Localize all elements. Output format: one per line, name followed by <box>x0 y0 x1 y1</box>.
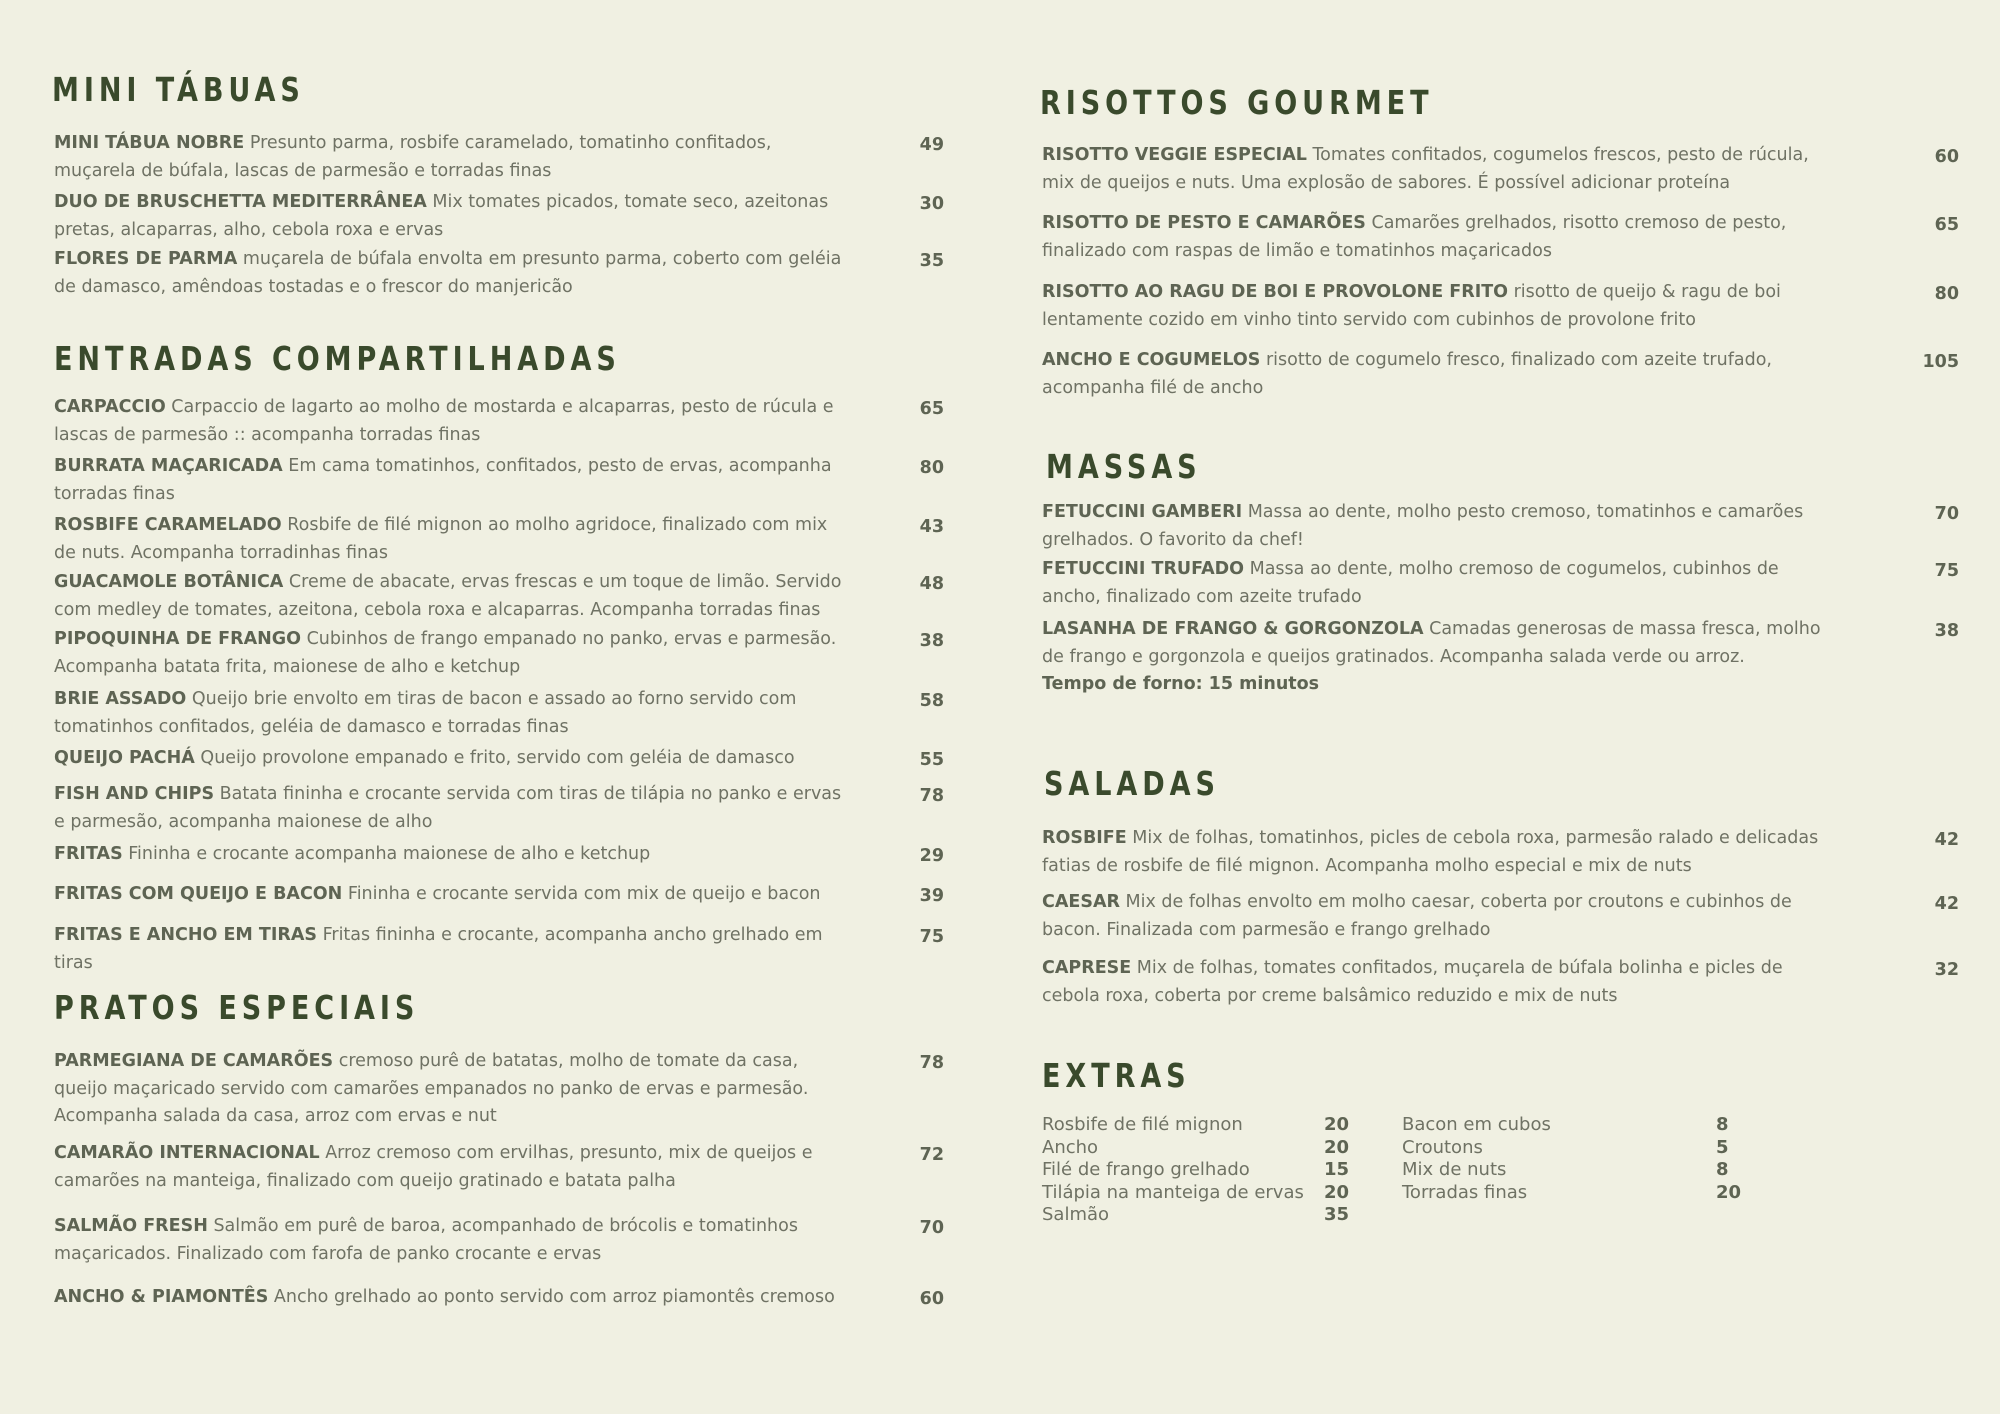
menu-item-description: Creme de abacate, ervas frescas e um toque de limão. Servido com medley de tomates, azeitona, cebola roxa e alcaparras. Acompanha torradas finas <box>54 572 842 620</box>
menu-item-text <box>1042 499 1832 554</box>
extras-item-name: Croutons <box>1402 1136 1483 1158</box>
extras-item-name: Torradas finas <box>1402 1181 1528 1203</box>
menu-item <box>54 1213 944 1268</box>
extras-item-price: 8 <box>1716 1114 1729 1135</box>
menu-item-price: 42 <box>1934 894 1959 914</box>
menu-item-price: 70 <box>919 1218 944 1238</box>
menu-item-price: 105 <box>1922 352 1959 372</box>
menu-item-price: 80 <box>1934 284 1959 304</box>
menu-item-description: Carpaccio de lagarto ao molho de mostarda e alcaparras, pesto de rúcula e lascas de parmesão :: acompanha torradas finas <box>54 397 834 445</box>
menu-item <box>1042 347 1959 402</box>
menu-item-text <box>54 512 854 567</box>
extras-item-price: 8 <box>1716 1159 1729 1181</box>
menu-item-price: 29 <box>919 846 944 866</box>
extras-item-price: 5 <box>1716 1136 1729 1158</box>
menu-item-name: CARPACCIO <box>54 397 166 417</box>
menu-item-text <box>54 781 854 836</box>
extras-item-price: 20 <box>1324 1136 1350 1158</box>
menu-item-text <box>54 130 854 185</box>
menu-item-note: Tempo de forno: 15 minutos <box>1042 674 1320 694</box>
extras-item-price: 20 <box>1324 1181 1350 1203</box>
menu-item-name: FRITAS <box>54 844 123 864</box>
menu-item <box>1042 556 1959 611</box>
menu-item-name: PIPOQUINHA DE FRANGO <box>54 629 301 649</box>
menu-item-text <box>54 1284 854 1312</box>
extras-item-name: Salmão <box>1042 1204 1110 1226</box>
menu-item <box>54 1284 944 1312</box>
menu-item-description: Massa ao dente, molho cremoso de cogumelos, cubinhos de ancho, finalizado com azeite trufado <box>1042 559 1779 607</box>
menu-item-name: FISH AND CHIPS <box>54 784 215 804</box>
menu-item-description: Camadas generosas de massa fresca, molho de frango e gorgonzola e queijos gratinados. Acompanha salada verde ou arroz. <box>1042 619 1821 667</box>
menu-item-text <box>54 686 854 741</box>
menu-item-text <box>1042 347 1832 402</box>
menu-item <box>54 1140 944 1195</box>
menu-item-text <box>54 841 854 869</box>
menu-item-price: 75 <box>919 927 944 947</box>
menu-item-name: RISOTTO VEGGIE ESPECIAL <box>1042 145 1307 165</box>
section-heading: RISOTTOS GOURMET <box>1040 83 1434 122</box>
menu-item-name: FRITAS E ANCHO EM TIRAS <box>54 925 317 945</box>
menu-item-text <box>54 394 854 449</box>
menu-item-name: BURRATA MAÇARICADA <box>54 456 283 476</box>
menu-item-name: DUO DE BRUSCHETTA MEDITERRÂNEA <box>54 192 427 212</box>
menu-item <box>54 246 944 301</box>
menu-item-text <box>54 745 854 773</box>
menu-item-price: 49 <box>919 135 944 155</box>
menu-item-description: cremoso purê de batatas, molho de tomate da casa, queijo maçaricado servido com camarões empanados no panko de ervas e parmesão. Acompanha salada da casa, arroz com ervas e nut <box>54 1051 809 1126</box>
menu-item-text <box>1042 556 1832 611</box>
menu-item-text <box>1042 616 1832 671</box>
menu-item-text <box>1042 825 1832 880</box>
menu-item <box>54 569 944 624</box>
menu-item-description: Camarões grelhados, risotto cremoso de pesto, finalizado com raspas de limão e tomatinhos maçaricados <box>1042 213 1787 261</box>
menu-item <box>1042 279 1959 334</box>
section-heading: MINI TÁBUAS <box>52 70 305 109</box>
section-heading: ENTRADAS COMPARTILHADAS <box>54 339 621 378</box>
menu-item <box>54 1048 944 1131</box>
menu-item-description: Mix de folhas, tomatinhos, picles de cebola roxa, parmesão ralado e delicadas fatias de rosbife de filé mignon. Acompanha molho especial e mix de nuts <box>1042 828 1819 876</box>
menu-item <box>54 745 944 773</box>
menu-item <box>1042 889 1959 944</box>
menu-item <box>1042 499 1959 554</box>
menu-item <box>54 922 944 977</box>
menu-item-description: risotto de cogumelo fresco, finalizado com azeite trufado, acompanha filé de ancho <box>1042 350 1772 398</box>
menu-item <box>1042 210 1959 265</box>
menu-item-text <box>54 626 854 681</box>
menu-item-price: 70 <box>1934 504 1959 524</box>
menu-item-price: 43 <box>919 517 944 537</box>
menu-item-description: Mix de folhas envolto em molho caesar, coberta por croutons e cubinhos de bacon. Finalizada com parmesão e frango grelhado <box>1042 892 1792 940</box>
extras-item-name: Rosbife de filé mignon <box>1042 1114 1243 1135</box>
extras-item-name: Filé de frango grelhado <box>1042 1159 1250 1181</box>
menu-item-description: Presunto parma, rosbife caramelado, tomatinho confitados, muçarela de búfala, lascas de parmesão e torradas finas <box>54 133 772 181</box>
extras-item-price: 20 <box>1324 1114 1350 1135</box>
menu-item-text <box>54 189 854 244</box>
menu-item-price: 75 <box>1934 561 1959 581</box>
menu-item <box>1042 142 1959 197</box>
menu-item-text <box>1042 279 1832 334</box>
menu-item <box>1042 955 1959 1010</box>
menu-item-description: Queijo brie envolto em tiras de bacon e assado ao forno servido com tomatinhos confitados, geléia de damasco e torradas finas <box>54 689 797 737</box>
menu-item-price: 42 <box>1934 830 1959 850</box>
extras-item-name: Ancho <box>1042 1136 1099 1158</box>
menu-item-name: FRITAS COM QUEIJO E BACON <box>54 884 343 904</box>
menu-item <box>54 781 944 836</box>
menu-item-name: LASANHA DE FRANGO & GORGONZOLA <box>1042 619 1424 639</box>
menu-item-price: 58 <box>919 691 944 711</box>
menu-item-text <box>1042 210 1832 265</box>
menu-item-description: Fritas fininha e crocante, acompanha ancho grelhado em tiras <box>54 925 823 973</box>
extras-item-price: 15 <box>1324 1159 1350 1181</box>
menu-item-name: GUACAMOLE BOTÂNICA <box>54 572 284 592</box>
menu-item <box>54 686 944 741</box>
menu-item-description: Arroz cremoso com ervilhas, presunto, mix de queijos e camarões na manteiga, finalizado com queijo gratinado e batata palha <box>54 1143 813 1191</box>
menu-item-text <box>54 569 854 624</box>
section-heading: SALADAS <box>1044 764 1220 803</box>
menu-item <box>54 841 944 869</box>
menu-item-name: ROSBIFE CARAMELADO <box>54 515 282 535</box>
menu-item-name: QUEIJO PACHÁ <box>54 748 195 768</box>
menu-item-description: Rosbife de filé mignon ao molho agridoce, finalizado com mix de nuts. Acompanha torradinhas finas <box>54 515 828 563</box>
menu-item <box>54 881 944 909</box>
extras-item-price: 35 <box>1324 1204 1350 1226</box>
menu-item-description: Mix tomates picados, tomate seco, azeitonas pretas, alcaparras, alho, cebola roxa e ervas <box>54 192 829 240</box>
menu-item-description: Batata fininha e crocante servida com tiras de tilápia no panko e ervas e parmesão, acompanha maionese de alho <box>54 784 842 832</box>
menu-item-description: Queijo provolone empanado e frito, servido com geléia de damasco <box>200 748 795 768</box>
menu-item <box>54 626 944 681</box>
menu-item-description: Fininha e crocante servida com mix de queijo e bacon <box>347 884 821 904</box>
menu-item <box>1042 825 1959 880</box>
menu-item-price: 38 <box>1934 621 1959 641</box>
menu-item-price: 60 <box>1934 147 1959 167</box>
menu-item-text <box>54 881 854 909</box>
menu-item-description: Tomates confitados, cogumelos frescos, pesto de rúcula, mix de queijos e nuts. Uma explosão de sabores. É possível adicionar proteína <box>1042 145 1809 193</box>
menu-item-description: Mix de folhas, tomates confitados, muçarela de búfala bolinha e picles de cebola roxa, coberta por creme balsâmico reduzido e mix de nuts <box>1042 958 1783 1006</box>
menu-item-name: RISOTTO AO RAGU DE BOI E PROVOLONE FRITO <box>1042 282 1509 302</box>
menu-item-price: 60 <box>919 1289 944 1309</box>
menu-item-description: Fininha e crocante acompanha maionese de alho e ketchup <box>128 844 651 864</box>
menu-item-price: 39 <box>919 886 944 906</box>
menu-item-description: Massa ao dente, molho pesto cremoso, tomatinhos e camarões grelhados. O favorito da chef! <box>1042 502 1804 550</box>
menu-item-name: FLORES DE PARMA <box>54 249 238 269</box>
menu-item <box>54 130 944 185</box>
menu-item-price: 48 <box>919 574 944 594</box>
menu-item-price: 78 <box>919 1053 944 1073</box>
menu-item-text <box>54 1048 854 1131</box>
menu-item-text <box>1042 955 1832 1010</box>
extras-item-name: Tilápia na manteiga de ervas <box>1042 1181 1304 1203</box>
menu-item-price: 78 <box>919 786 944 806</box>
menu-item <box>54 394 944 449</box>
menu-item-description: muçarela de búfala envolta em presunto parma, coberto com geléia de damasco, amêndoas tostadas e o frescor do manjericão <box>54 249 842 297</box>
section-heading-extras: EXTRAS <box>1042 1056 1191 1095</box>
menu-item <box>1042 616 1959 699</box>
menu-item-name: ANCHO & PIAMONTÊS <box>54 1287 269 1307</box>
menu-item-name: BRIE ASSADO <box>54 689 187 709</box>
extras-item-name: Mix de nuts <box>1402 1159 1507 1181</box>
menu-item-name: SALMÃO FRESH <box>54 1216 208 1236</box>
menu-item-name: MINI TÁBUA NOBRE <box>54 133 245 153</box>
menu-item-name: CAESAR <box>1042 892 1120 912</box>
menu-item-price: 72 <box>919 1145 944 1165</box>
menu-item-name: CAPRESE <box>1042 958 1132 978</box>
menu-item-name: FETUCCINI GAMBERI <box>1042 502 1243 522</box>
menu-item-text <box>54 1140 854 1195</box>
menu-item-text <box>54 246 854 301</box>
extras-item-price: 20 <box>1716 1181 1742 1203</box>
menu-item-text <box>54 922 854 977</box>
extras-item-name: Bacon em cubos <box>1402 1114 1551 1135</box>
menu-item-text <box>1042 889 1832 944</box>
menu-item <box>54 512 944 567</box>
menu-item-description: Cubinhos de frango empanado no panko, ervas e parmesão. Acompanha batata frita, maionese de alho e ketchup <box>54 629 837 677</box>
menu-item-name: PARMEGIANA DE CAMARÕES <box>54 1051 334 1071</box>
menu-item-name: FETUCCINI TRUFADO <box>1042 559 1245 579</box>
menu-item <box>54 453 944 508</box>
menu-item-price: 80 <box>919 458 944 478</box>
menu-item-price: 38 <box>919 631 944 651</box>
section-heading: PRATOS ESPECIAIS <box>54 988 420 1027</box>
menu-item-name: ANCHO E COGUMELOS <box>1042 350 1261 370</box>
menu-item-price: 65 <box>1934 215 1959 235</box>
menu-item-description: Ancho grelhado ao ponto servido com arroz piamontês cremoso <box>273 1287 835 1307</box>
menu-item-description: risotto de queijo & ragu de boi lentamente cozido em vinho tinto servido com cubinhos de provolone frito <box>1042 282 1781 330</box>
menu-item-price: 65 <box>919 399 944 419</box>
menu-item-price: 35 <box>919 251 944 271</box>
menu-item-name: ROSBIFE <box>1042 828 1127 848</box>
menu-item-text <box>54 453 854 508</box>
menu-item-price: 55 <box>919 750 944 770</box>
menu-item <box>54 189 944 244</box>
menu-item-name: RISOTTO DE PESTO E CAMARÕES <box>1042 213 1366 233</box>
menu-item-price: 32 <box>1934 960 1959 980</box>
menu-item-description: Em cama tomatinhos, confitados, pesto de ervas, acompanha torradas finas <box>54 456 832 504</box>
menu-item-text <box>54 1213 854 1268</box>
menu-item-description: Salmão em purê de baroa, acompanhado de brócolis e tomatinhos maçaricados. Finalizado com farofa de panko crocante e ervas <box>54 1216 798 1264</box>
menu-item-text <box>1042 142 1832 197</box>
section-heading: MASSAS <box>1046 447 1202 486</box>
menu-item-price: 30 <box>919 194 944 214</box>
menu-item-name: CAMARÃO INTERNACIONAL <box>54 1143 320 1163</box>
